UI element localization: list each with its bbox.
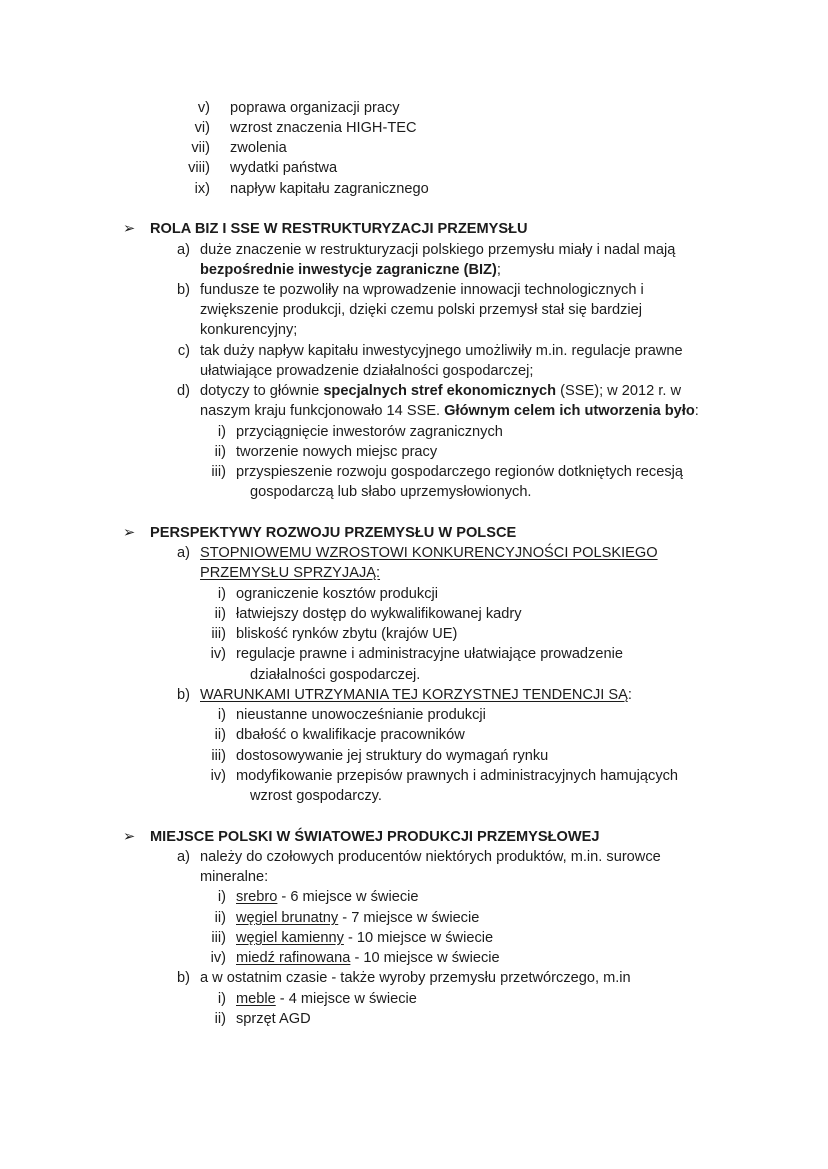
list-item: i) meble - 4 miejsce w świecie — [217, 991, 417, 1007]
list-item: iii) węgiel kamienny - 10 miejsce w świecie — [211, 930, 494, 946]
list-item-continuation: naszym kraju funkcjonowało 14 SSE. Głównym celem ich utworzenia było: — [200, 403, 699, 419]
list-item-continuation: gospodarczą lub słabo uprzemysłowionych. — [250, 484, 532, 500]
list-item-continuation: mineralne: — [200, 869, 269, 885]
list-item: a) STOPNIOWEMU WZROSTOWI KONKURENCYJNOŚCI POLSKIEGO — [177, 545, 658, 561]
list-item: i) srebro - 6 miejsce w świecie — [217, 889, 419, 905]
list-item: a) należy do czołowych producentów niektórych produktów, m.in. surowce — [177, 849, 661, 865]
list-item: vi) wzrost znaczenia HIGH-TEC — [194, 120, 417, 136]
list-item-continuation: bezpośrednie inwestycje zagraniczne (BIZ); — [200, 262, 501, 278]
list-item: iii) przyspieszenie rozwoju gospodarczego regionów dotkniętych recesją — [211, 464, 683, 480]
arrow-bullet-icon: ➢ — [123, 829, 136, 845]
list-item-continuation: konkurencyjny; — [200, 322, 298, 338]
list-item: ii) tworzenie nowych miejsc pracy — [214, 444, 438, 460]
list-item: ix) napływ kapitału zagranicznego — [194, 181, 429, 197]
list-item: b) WARUNKAMI UTRZYMANIA TEJ KORZYSTNEJ TENDENCJI SĄ: — [177, 687, 632, 703]
list-item: b) a w ostatnim czasie - także wyroby przemysłu przetwórczego, m.in — [177, 970, 631, 986]
list-item-continuation: zwiększenie produkcji, dzięki czemu polski przemysł stał się bardziej — [200, 302, 643, 318]
arrow-bullet-icon: ➢ — [123, 221, 136, 237]
list-item: iii) dostosowywanie jej struktury do wymagań rynku — [211, 748, 549, 764]
list-item: iv) modyfikowanie przepisów prawnych i administracyjnych hamujących — [210, 768, 679, 784]
list-item: c) tak duży napływ kapitału inwestycyjnego umożliwiły m.in. regulacje prawne — [177, 343, 683, 359]
list-item: ii) sprzęt AGD — [214, 1011, 311, 1027]
list-item: i) nieustanne unowocześnianie produkcji — [217, 707, 486, 723]
list-item: a) duże znaczenie w restrukturyzacji polskiego przemysłu miały i nadal mają — [177, 242, 676, 258]
list-item-continuation: ułatwiające prowadzenie działalności gospodarczej; — [200, 363, 534, 379]
list-item: i) ograniczenie kosztów produkcji — [217, 586, 438, 602]
section-heading-perspektywy: ➢ PERSPEKTYWY ROZWOJU PRZEMYSŁU W POLSCE — [123, 523, 516, 543]
arrow-bullet-icon: ➢ — [123, 525, 136, 541]
list-item: iv) miedź rafinowana - 10 miejsce w świecie — [210, 950, 500, 966]
list-item: v) poprawa organizacji pracy — [197, 100, 400, 116]
section-heading-miejsce-polski: ➢ MIEJSCE POLSKI W ŚWIATOWEJ PRODUKCJI PRZEMYSŁOWEJ — [123, 827, 599, 847]
list-item: d) dotyczy to głównie specjalnych stref ekonomicznych (SSE); w 2012 r. w — [177, 383, 681, 399]
list-item: iii) bliskość rynków zbytu (krajów UE) — [211, 626, 458, 642]
list-item: ii) łatwiejszy dostęp do wykwalifikowanej kadry — [214, 606, 522, 622]
list-item-continuation: PRZEMYSŁU SPRZYJAJĄ: — [200, 565, 381, 581]
list-item: viii) wydatki państwa — [188, 160, 338, 176]
section-heading-biz-sse: ➢ ROLA BIZ I SSE W RESTRUKTURYZACJI PRZEMYSŁU — [123, 219, 528, 239]
list-item-continuation: działalności gospodarczej. — [250, 667, 421, 683]
list-item: i) przyciągnięcie inwestorów zagranicznych — [217, 424, 503, 440]
list-item: ii) węgiel brunatny - 7 miejsce w świecie — [214, 910, 480, 926]
list-item-continuation: wzrost gospodarczy. — [250, 788, 382, 804]
list-item: vii) zwolenia — [191, 140, 287, 156]
list-item: iv) regulacje prawne i administracyjne ułatwiające prowadzenie — [210, 646, 623, 662]
list-item: b) fundusze te pozwoliły na wprowadzenie innowacji technologicznych i — [177, 282, 644, 298]
list-item: ii) dbałość o kwalifikacje pracowników — [214, 727, 465, 743]
